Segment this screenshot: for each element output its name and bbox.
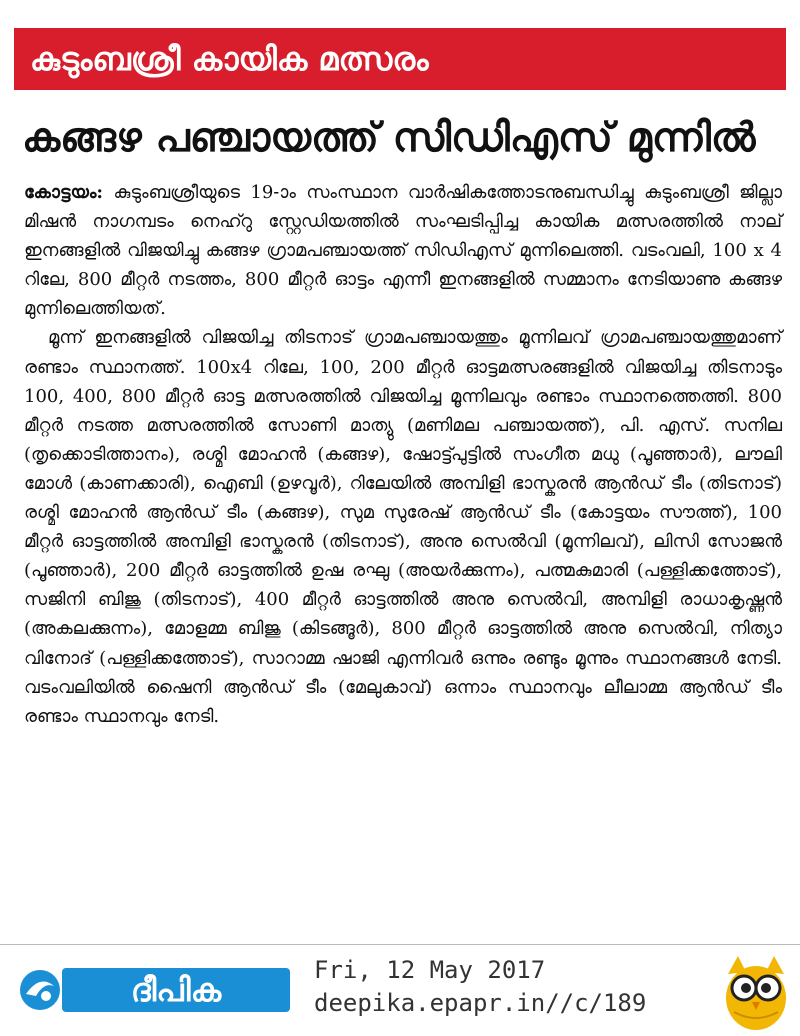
article-headline: കങ്ങഴ പഞ്ചായത്ത് സിഡിഎസ് മുന്നിൽ [22,115,756,161]
logo-swirl-icon [18,968,62,1012]
article-paragraph-2: മൂന്ന് ഇനങ്ങളിൽ വിജയിച്ച തിടനാട് ഗ്രാമപഞ്ചായത്തും മൂന്നിലവ് ഗ്രാമപഞ്ചായത്തുമാണ് രണ്ടാം സ്ഥാനത്ത്. 100x4 റിലേ, 100, 200 മീറ്റർ ഓട്ടമത്സരങ്ങളിൽ വിജയിച്ച തിടനാടും 100, 400, 800 മീറ്റർ ഓട്ട മത്സരത്തിൽ വിജയിച്ച മൂന്നിലവും രണ്ടാം സ്ഥാനത്തെത്തി. 800 മീറ്റർ നടത്ത മത്സരത്തിൽ സോണി മാത്യു (മണിമല പഞ്ചായത്ത്), പി. എസ്. സനില (തൃക്കൊടിത്താനം), രശ്മി മോഹൻ (കങ്ങഴ), ഷോട്ട്പുട്ടിൽ സംഗീത മധു (പൂഞ്ഞാർ), ലൗലി മോൾ (കാണക്കാരി), ഐബി (ഉഴവൂർ), റിലേയിൽ അമ്പിളി ഭാസ്കരൻ ആൻഡ് ടീം (തിടനാട്) രശ്മി മോഹൻ ആൻഡ് ടീം (കങ്ങഴ), സുമ സുരേഷ് ആൻഡ് ടീം (കോട്ടയം സൗത്ത്), 100 മീറ്റർ ഓട്ടത്തിൽ അമ്പിളി ഭാസ്കരൻ (തിടനാട്), അനു സെൽവി (മൂന്നിലവ്), ലിസി സോജൻ (പൂഞ്ഞാർ), 200 മീറ്റർ ഓട്ടത്തിൽ ഉഷ രഘു (അയർക്കുന്നം), പത്മകുമാരി (പള്ളിക്കത്തോട്), സജിനി ബിജു (തിടനാട്), 400 മീറ്റർ ഓട്ടത്തിൽ അനു സെൽവി, അമ്പിളി രാധാകൃഷ്ണൻ (അകലക്കുന്നം), മോളമ്മ ബിജു (കിടങ്ങൂർ), 800 മീറ്റർ ഓട്ടത്തിൽ അനു സെൽവി, നിത്യാ വിനോദ് (പള്ളിക്കത്തോട്), സാറാമ്മ ഷാജി എന്നിവർ ഒന്നും രണ്ടും മൂന്നും സ്ഥാനങ്ങൾ നേടി. വടംവലിയിൽ ഷൈനി ആൻഡ് ടീം (മേലുകാവ്) ഒന്നാം സ്ഥാനവും ലീലാമ്മ ആൻഡ് ടീം രണ്ടാം സ്ഥാനവും നേടി. [24,327,782,727]
logo-wordmark-box [62,968,290,1012]
logo-wordmark: ദീപിക [130,971,222,1009]
section-title: കുടുംബശ്രീ കായിക മത്സരം [30,40,429,78]
owl-mascot-icon [718,952,794,1032]
epaper-url[interactable]: deepika.epapr.in//c/189 [314,989,647,1017]
publication-meta [314,954,714,1020]
paragraph-1-text: കുടുംബശ്രീയുടെ 19-ാം സംസ്ഥാന വാർഷികത്തോടനുബന്ധിച്ചു കുടുംബശ്രീ ജില്ലാ മിഷൻ നാഗമ്പടം നെഹ്റു സ്റ്റേഡിയത്തിൽ സംഘടിപ്പിച്ച കായിക മത്സരത്തിൽ നാല് ഇനങ്ങളിൽ വിജയിച്ചു കങ്ങഴ ഗ്രാമപഞ്ചായത്ത് സിഡിഎസ് മുന്നിലെത്തി. വടംവലി, 100 x 4 റിലേ, 800 മീറ്റർ നടത്തം, 800 മീറ്റർ ഓട്ടം എന്നീ ഇനങ്ങളിൽ സമ്മാനം നേടിയാണു കങ്ങഴ മുന്നിലെത്തിയത്. [24,182,782,320]
footer-divider [0,944,800,945]
dateline: കോട്ടയം: [24,182,104,203]
section-banner [14,28,786,90]
article-paragraph-1 [24,178,782,323]
publication-date: Fri, 12 May 2017 [314,956,546,984]
article-body [24,178,782,731]
deepika-logo[interactable] [14,958,296,1024]
